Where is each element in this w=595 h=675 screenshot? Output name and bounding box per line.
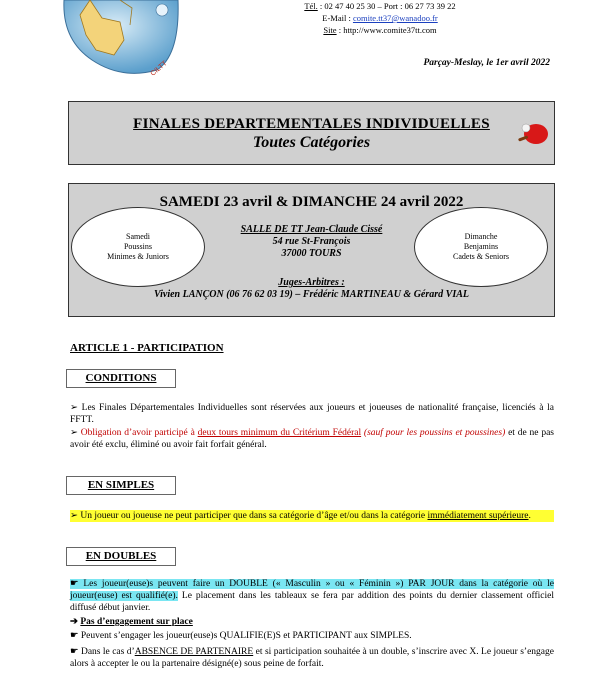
sunday-category-1: Benjamins [463, 242, 499, 251]
event-dates: SAMEDI 23 avril & DIMANCHE 24 avril 2022 [159, 194, 464, 210]
email-link[interactable]: comite.tt37@wanadoo.fr [352, 13, 438, 23]
conditions-heading: CONDITIONS [66, 369, 176, 388]
doubles-paragraph-2: ☛ Peuvent s’engager les joueur(euse)s QUALIFIE(E)S et PARTICIPANT aux SIMPLES. [70, 631, 412, 641]
contact-block [230, 0, 530, 36]
judges [69, 277, 554, 301]
simples-paragraph: ➢ Un joueur ou joueuse ne peut participer que dans sa catégorie d’âge et/ou dans la catégorie immédiatement supérieure. [70, 510, 554, 522]
site-line: Site : http://www.comite37tt.com [323, 25, 437, 35]
judges-names: Vivien LANÇON (06 76 62 03 19) – Frédéric MARTINEAU & Gérard VIAL [153, 289, 469, 300]
venue-street: 54 rue St-François [272, 236, 351, 247]
title-box [68, 101, 555, 165]
ping-pong-paddle-icon [516, 122, 550, 146]
venue-city: 37000 TOURS [281, 248, 342, 259]
subtitle: Toutes Catégories [252, 134, 371, 151]
conditions-paragraph-1: ➢ Les Finales Départementales Individuelles sont réservées aux joueurs et joueuses de nationalité française, licenciés à la FFTT. [70, 403, 554, 425]
conditions-paragraph-2: ➢ Obligation d’avoir participé à deux tours minimum du Critérium Fédéral (sauf pour les poussins et poussines) et de ne pas avoir été exclu, éliminé ou avoir fait forfait général. [70, 428, 555, 450]
article-title: ARTICLE 1 - PARTICIPATION [70, 342, 224, 354]
doubles-paragraph-3: ☛ Dans le cas d’ABSENCE DE PARTENAIRE et si participation souhaitée à un double, s’inscrire avec X. Le joueur s’engage alors à accepter le ou la partenaire désigné(e) sous peine de forfait. [70, 647, 554, 669]
venue [69, 224, 554, 260]
sunday-category-2: Cadets & Seniors [453, 252, 509, 261]
email-line: E-Mail : comite.tt37@wanadoo.fr [322, 13, 438, 23]
event-box [68, 183, 555, 317]
comite-logo [62, 0, 180, 78]
saturday-label: Samedi [126, 232, 150, 241]
sunday-label: Dimanche [464, 232, 498, 241]
saturday-category-2: Minimes & Juniors [107, 252, 169, 261]
judges-label: Juges-Arbitres : [278, 277, 345, 288]
main-title: FINALES DEPARTEMENTALES INDIVIDUELLES [133, 116, 490, 132]
document-date: Parçay-Meslay, le 1er avril 2022 [423, 58, 550, 68]
doubles-heading: EN DOUBLES [66, 547, 176, 566]
doubles-paragraph-1: ☛ Les joueur(euse)s peuvent faire un DOUBLE (« Masculin » ou « Féminin ») PAR JOUR dans la catégorie où le joueur(euse) est qualifié(e). Le placement dans les tableaux se fera par addition des points du dernier classement officiel diffusé début janvier. [70, 579, 554, 613]
logo-text: CILTT [149, 60, 169, 78]
doubles-no-onsite-entry: ➔ Pas d’engagement sur place [70, 617, 193, 627]
saturday-category-1: Poussins [123, 242, 152, 251]
simples-heading: EN SIMPLES [66, 476, 176, 495]
phone-line: Tél. : 02 47 40 25 30 – Port : 06 27 73 39 22 [304, 1, 456, 11]
venue-name: SALLE DE TT Jean-Claude Cissé [240, 224, 383, 235]
